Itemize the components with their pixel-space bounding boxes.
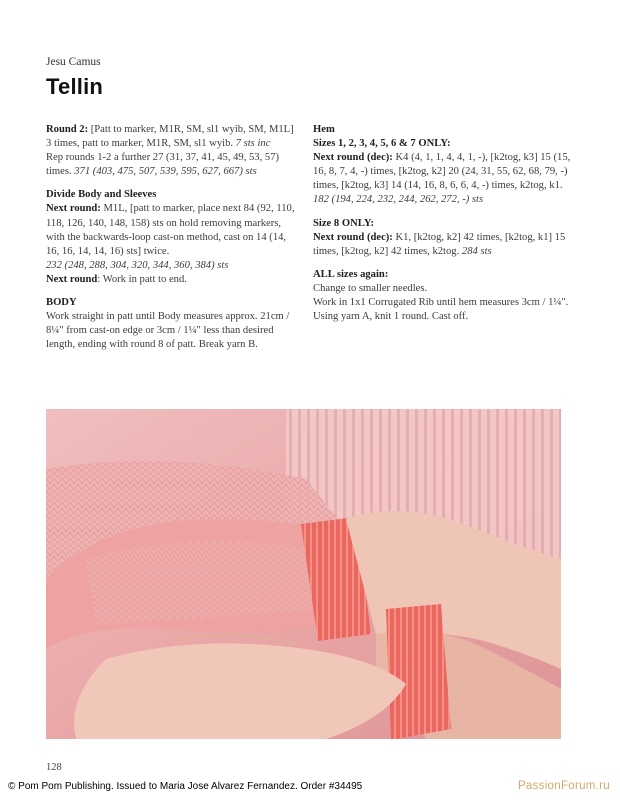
divide-next-round-text: M1L, [patt to marker, place next 84 (92, 110, 118, 126, 140, 148, 158) sts on hold removing markers, with the backwards-loop cast-on method, cast on 14 (14, 16, 16, 14, 14, 16) sts] twice. (46, 203, 295, 257)
round-2-label: Round 2: (46, 124, 89, 135)
size-8-next-round-label: Next round (dec): (313, 231, 393, 243)
body-section (46, 296, 296, 352)
sweater-photo (46, 409, 561, 739)
sweater-photo-illustration (46, 409, 561, 739)
work-next-round-label: Next round (46, 273, 98, 285)
hem-next-round-text: K4 (4, 1, 1, 4, 4, 1, -), [k2tog, k3] 15 (15, 16, 8, 7, 4, -) times, [k2tog, k2] 20 (24, 31, 55, 62, 68, 79, -) times, [k2tog, k3] 14 (14, 16, 8, 6, 6, 4, -) times, k2tog, k1. (313, 152, 571, 192)
body-heading: BODY (46, 297, 77, 309)
all-sizes-line-3: Using yarn A, knit 1 round. Cast off. (313, 311, 469, 323)
hem-section (313, 123, 573, 208)
divide-next-round-label: Next round: (46, 203, 101, 215)
round-2-text: [Patt to marker, M1R, SM, sl1 wyib, SM, M1L] 3 times, patt to marker, M1R, SM, sl1 wyib. (46, 124, 294, 150)
copyright-footer: © Pom Pom Publishing. Issued to Maria Jose Alvarez Fernandez. Order #34495 (8, 781, 363, 792)
divide-count: 232 (248, 288, 304, 320, 344, 360, 384) sts (46, 259, 229, 271)
hem-count: 182 (194, 224, 232, 244, 262, 272, -) sts (313, 194, 484, 206)
all-sizes-line-2: Work in 1x1 Corrugated Rib until hem measures 3cm / 1¼". (313, 297, 569, 309)
pattern-title: Tellin (46, 74, 104, 99)
round-2-paragraph (46, 123, 296, 179)
divide-heading: Divide Body and Sleeves (46, 189, 157, 201)
hem-heading: Hem (313, 124, 335, 135)
all-sizes-line-1: Change to smaller needles. (313, 282, 428, 294)
right-column (313, 123, 573, 333)
page-number: 128 (46, 762, 62, 773)
hem-sizes-subheading: Sizes 1, 2, 3, 4, 5, 6 & 7 ONLY: (313, 138, 451, 150)
photo-glow (46, 409, 561, 739)
size-8-next-round-text: K1, [k2tog, k2] 42 times, [k2tog, k1] 15 times, [k2tog, k2] 42 times, k2tog. (313, 231, 566, 257)
repeat-count: 371 (403, 475, 507, 539, 595, 627, 667) sts (74, 166, 257, 178)
work-next-round-text: : Work in patt to end. (97, 273, 187, 285)
designer-name: Jesu Camus (46, 56, 101, 68)
repeat-text: Rep rounds 1-2 a further 27 (31, 37, 41, 45, 49, 53, 57) times. (46, 152, 280, 178)
divide-section (46, 188, 296, 287)
left-column (46, 123, 296, 361)
body-text: Work straight in patt until Body measures approx. 21cm / 8¼" from cast-on edge or 3cm / 1¼" less than desired length, ending with round 8 of patt. Break yarn B. (46, 311, 290, 351)
round-2-count: 7 sts inc (235, 138, 271, 150)
all-sizes-section (313, 268, 573, 324)
site-watermark: PassionForum.ru (517, 780, 610, 792)
size-8-section (313, 217, 573, 259)
size-8-heading: Size 8 ONLY: (313, 217, 375, 229)
size-8-count: 284 sts (461, 245, 492, 257)
all-sizes-heading: ALL sizes again: (313, 268, 389, 280)
hem-next-round-label: Next round (dec): (313, 152, 393, 164)
